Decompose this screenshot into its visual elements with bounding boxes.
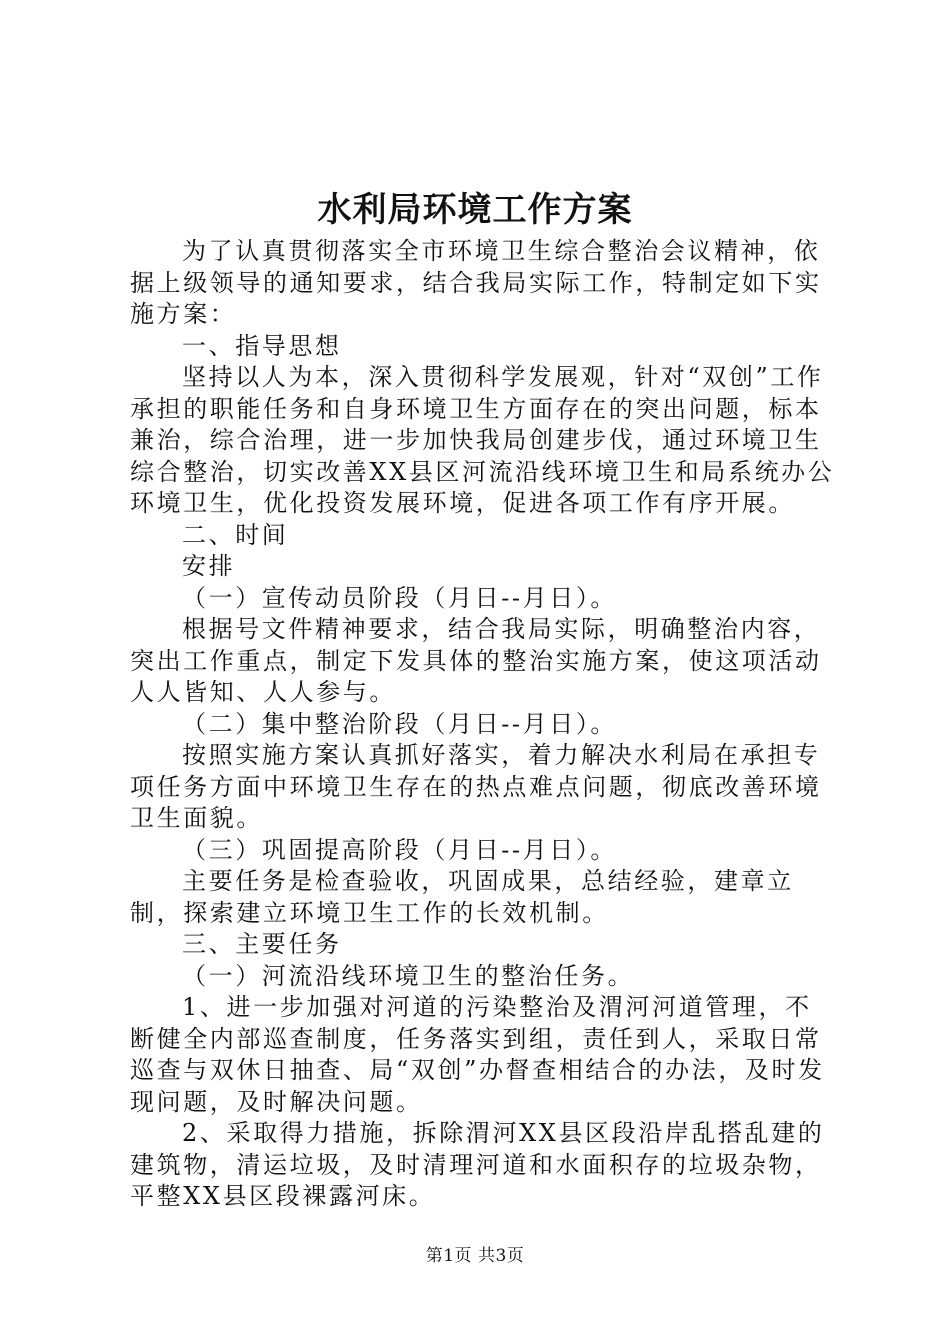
intro-paragraph: 为了认真贯彻落实全市环境卫生综合整治会议精神，依据上级领导的通知要求，结合我局实际工作，特制定如下实施方案： bbox=[130, 237, 822, 328]
stage-one-heading: （一）宣传动员阶段（月日--月日）。 bbox=[182, 583, 618, 612]
task-item-2: 2、采取得力措施，拆除渭河XX县区段沿岸乱搭乱建的建筑物，清运垃圾，及时清理河道和水面积存的垃圾杂物，平整XX县区段裸露河床。 bbox=[130, 1119, 825, 1210]
stage-two-heading: （二）集中整治阶段（月日--月日）。 bbox=[182, 709, 618, 738]
section-heading-time: 二、时间 bbox=[182, 520, 289, 549]
page-number-footer: 第1页 共3页 bbox=[425, 1246, 525, 1266]
document-title: 水利局环境工作方案 bbox=[317, 190, 633, 230]
task-item-1: 1、进一步加强对河道的污染整治及渭河河道管理，不断健全内部巡查制度，任务落实到组，责任到人，采取日常巡查与双休日抽查、局“双创”办督查相结合的办法，及时发现问题，及时解决问题。 bbox=[130, 993, 825, 1116]
stage-two-paragraph: 按照实施方案认真抓好落实，着力解决水利局在承担专项任务方面中环境卫生存在的热点难点问题，彻底改善环境卫生面貌。 bbox=[130, 741, 822, 832]
stage-three-heading: （三）巩固提高阶段（月日--月日）。 bbox=[182, 835, 618, 864]
stage-one-paragraph: 根据号文件精神要求，结合我局实际，明确整治内容，突出工作重点，制定下发具体的整治实施方案，使这项活动人人皆知、人人参与。 bbox=[130, 615, 822, 706]
guiding-ideology-paragraph: 坚持以人为本，深入贯彻科学发展观，针对“双创”工作承担的职能任务和自身环境卫生方面存在的突出问题，标本兼治，综合治理，进一步加快我局创建步伐，通过环境卫生综合整治，切实改善XX县区河流沿线环境卫生和局系统办公环境卫生，优化投资发展环境，促进各项工作有序开展。 bbox=[130, 363, 835, 517]
document-body bbox=[130, 236, 835, 1213]
section-heading-guiding-ideology: 一、指导思想 bbox=[182, 331, 342, 360]
section-heading-main-tasks: 三、主要任务 bbox=[182, 930, 342, 958]
stage-three-paragraph: 主要任务是检查验收，巩固成果，总结经验，建章立制，探索建立环境卫生工作的长效机制。 bbox=[130, 867, 794, 927]
task-one-heading: （一）河流沿线环境卫生的整治任务。 bbox=[182, 961, 635, 990]
section-heading-arrangement: 安排 bbox=[182, 552, 236, 580]
